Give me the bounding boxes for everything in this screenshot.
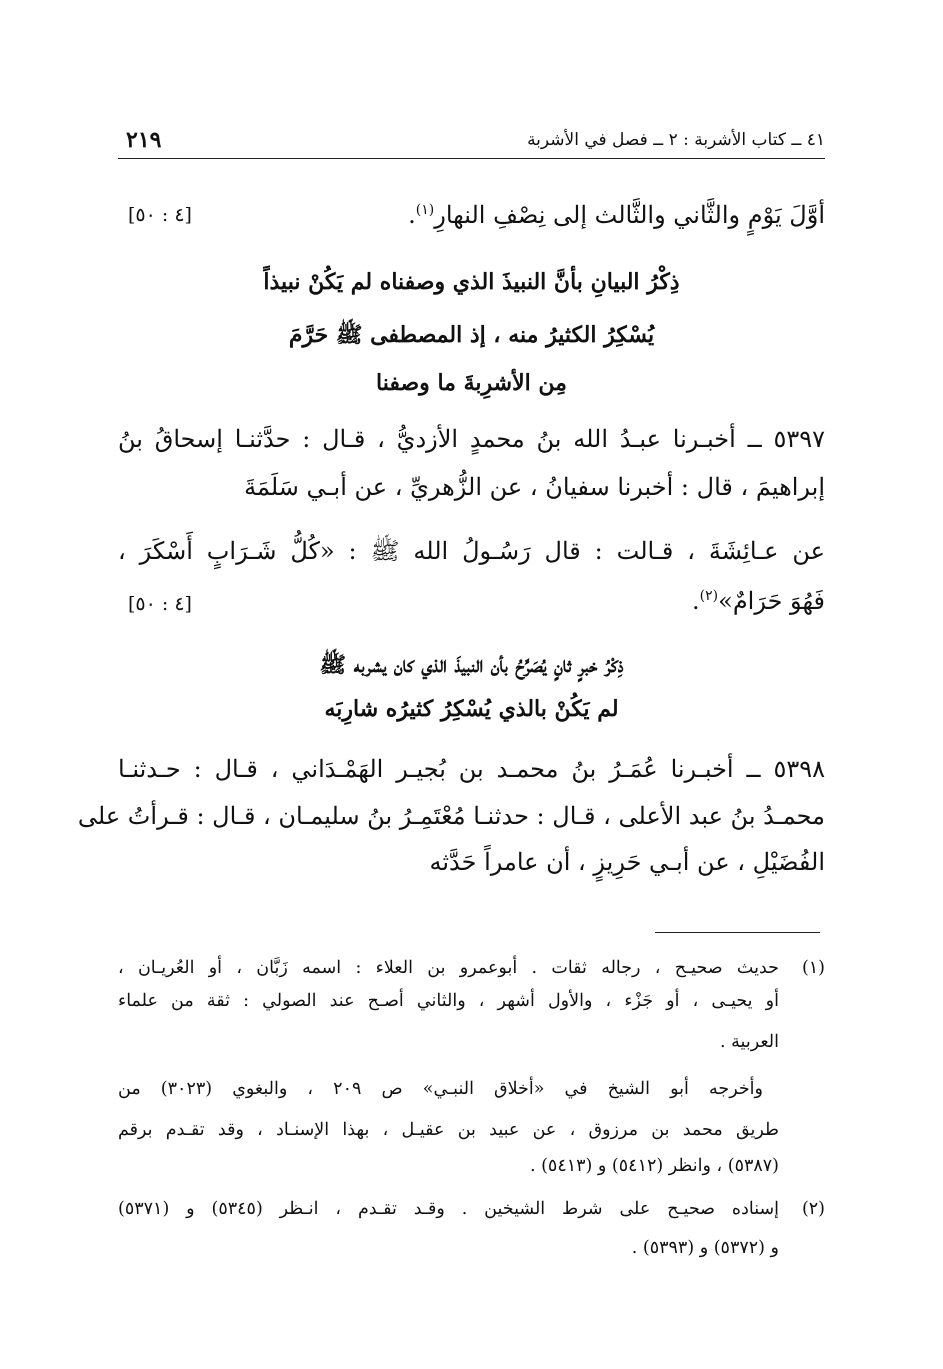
text-line (118, 196, 825, 234)
running-header-title: ٤١ ــ كتاب الأشربة : ٢ ــ فصل في الأشربة (527, 130, 825, 150)
hadith-line: ٥٣٩٧ ــ أخبـرنا عبـدُ الله بنُ محمدٍ الأزديُّ ، قـال : حدَّثنـا إسحاقُ بنُ (118, 425, 825, 453)
footnote-line: أو يحيـى ، أو جَزْء ، والأول أشهر ، والثاني أصـح عند الصولي : ثقة من علماء (118, 991, 779, 1011)
footnote-marker: (١) (415, 202, 435, 218)
footnote (118, 1232, 825, 1265)
header-rule (118, 158, 825, 159)
reference-bracket: [٤ : ٥٠] (128, 204, 192, 226)
footnote-marker: (٢) (699, 588, 719, 604)
footnote (118, 952, 825, 985)
footnote-line: (٥٣٨٧) ، وانظر (٥٤١٢) و (٥٤١٣) . (529, 1156, 779, 1176)
footnote (118, 1114, 825, 1147)
chapter-heading-line: يُسْكِرُ الكثيرُ منه ، إذ المصطفى ﷺ حَرَّمَ (288, 322, 655, 348)
page-number: ٢١٩ (126, 127, 162, 153)
footnote (118, 1026, 825, 1059)
text-line-end: . (408, 201, 416, 229)
hadith-line: عن عـائِشَةَ ، قـالت : قال رَسُـولُ الله ﷺ : «كُلُّ شَـرَابٍ أَسْكَرَ ، (118, 537, 825, 565)
footnote (118, 985, 825, 1018)
chapter-heading-line: لم يَكُنْ بالذي يُسْكِرُ كثيرُه شارِبَه (324, 696, 619, 722)
footnote-line: العربية . (720, 1032, 779, 1052)
footnote-number: (١) (801, 958, 825, 978)
footnote-number: (٢) (801, 1199, 825, 1219)
reference-bracket: [٤ : ٥٠] (128, 593, 192, 615)
hadith-line (118, 582, 825, 620)
footnote-line: و (٥٣٧٢) و (٥٣٩٣) . (631, 1238, 779, 1258)
chapter-heading-line: ذِكْرُ خبرٍ ثانٍ يُصَرِّحُ بأن النبيذَ الذي كان يشربه ﷺ (319, 652, 624, 678)
footnote-line: طريق محمد بن مرزوق ، عن عبيد بن عقيـل ، بهذا الإسنـاد ، وقد تقـدم برقم (118, 1120, 779, 1140)
chapter-heading-line: ذِكْرُ البيانِ بأنَّ النبيذَ الذي وصفناه لم يَكُنْ نبيذاً (263, 269, 680, 295)
footnote-line: إسناده صحيـح على شرط الشيخين . وقـد تقـدم ، انـظر (٥٣٤٥) و (٥٣٧١) (118, 1199, 779, 1219)
hadith-line: الفُضَيْلِ ، عن أبـي حَرِيزٍ ، أن عامراً حَدَّثه (429, 848, 825, 876)
hadith-line: إبراهيمَ ، قال : أخبرنا سفيانُ ، عن الزُّهريِّ ، عن أبـي سَلَمَةَ (244, 473, 825, 501)
footnote-line: وأخرجه أبو الشيخ في «أخلاق النبـي» ص ٢٠٩ ، والبغوي (٣٠٢٣) من (118, 1079, 763, 1099)
running-header (118, 128, 825, 158)
hadith-line: ٥٣٩٨ ــ أخبـرنا عُمَـرُ بنُ محمـد بن بُجيـر الهَمْـدَاني ، قـال : حـدثنـا (118, 755, 825, 783)
footnote (118, 1073, 825, 1106)
chapter-heading-line: مِن الأشرِبةَ ما وصفنا (376, 370, 567, 396)
hadith-line: محمـدُ بنُ عبد الأعلى ، قـال : حدثنـا مُعْتَمِـرُ بنُ سليمـان ، قـال : قـرأتُ على (77, 802, 825, 830)
text-line-content: أوَّلَ يَوْمٍ والثَّاني والثَّالث إلى نِصْفِ النهارِ (434, 201, 825, 229)
hadith-end: . (692, 587, 700, 615)
footnote (118, 1150, 825, 1183)
footnote (118, 1193, 825, 1226)
footnote-rule (655, 932, 820, 933)
footnote-line: حديث صحيـح ، رجاله ثقات . أبوعمرو بن العلاء : اسمه زَبَّان ، أو العُريـان ، (118, 958, 779, 978)
hadith-text: فَهُوَ حَرَامٌ» (718, 587, 825, 615)
